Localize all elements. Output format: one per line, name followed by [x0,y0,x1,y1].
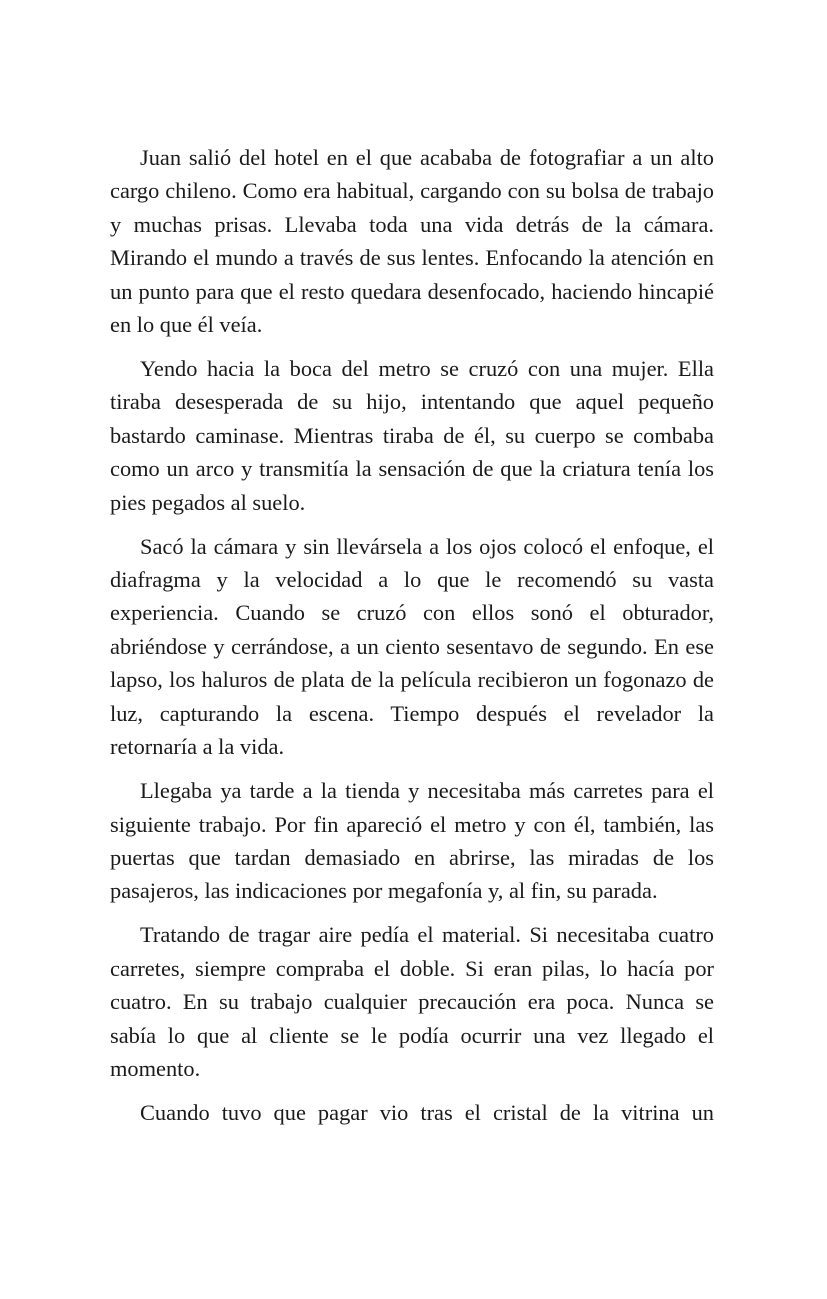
paragraph: Llegaba ya tarde a la tienda y necesitaba más carretes para el siguiente trabajo. Por fin apareció el metro y con él, también, las puertas que tardan demasiado en abrirse, las miradas de los pasajeros, las indicaciones por megafonía y, al fin, su parada. [110,778,714,904]
paragraph: Sacó la cámara y sin llevársela a los ojos colocó el enfoque, el diafragma y la velocidad a lo que le recomendó su vasta experiencia. Cuando se cruzó con ellos sonó el obturador, abriéndose y cerrándose, a un ciento sesentavo de segundo. En ese lapso, los haluros de plata de la película recibieron un fogonazo de luz, capturando la escena. Tiempo después el revelador la retornaría a la vida. [110,533,714,760]
book-page-body [110,141,714,1129]
paragraph: Cuando tuvo que pagar vio tras el cristal de la vitrina un [140,1099,714,1125]
paragraph: Tratando de tragar aire pedía el material. Si necesitaba cuatro carretes, siempre compraba el doble. Si eran pilas, lo hacía por cuatro. En su trabajo cualquier precaución era poca. Nunca se sabía lo que al cliente se le podía ocurrir una vez llegado el momento. [110,922,714,1081]
paragraph: Juan salió del hotel en el que acababa de fotografiar a un alto cargo chileno. Como era habitual, cargando con su bolsa de trabajo y muchas prisas. Llevaba toda una vida detrás de la cámara. Mirando el mundo a través de sus lentes. Enfocando la atención en un punto para que el resto quedara desenfocado, haciendo hincapié en lo que él veía. [110,145,714,338]
paragraph: Yendo hacia la boca del metro se cruzó con una mujer. Ella tiraba desesperada de su hijo, intentando que aquel pequeño bastardo caminase. Mientras tiraba de él, su cuerpo se combaba como un arco y transmitía la sensación de que la criatura tenía los pies pegados al suelo. [110,356,714,515]
